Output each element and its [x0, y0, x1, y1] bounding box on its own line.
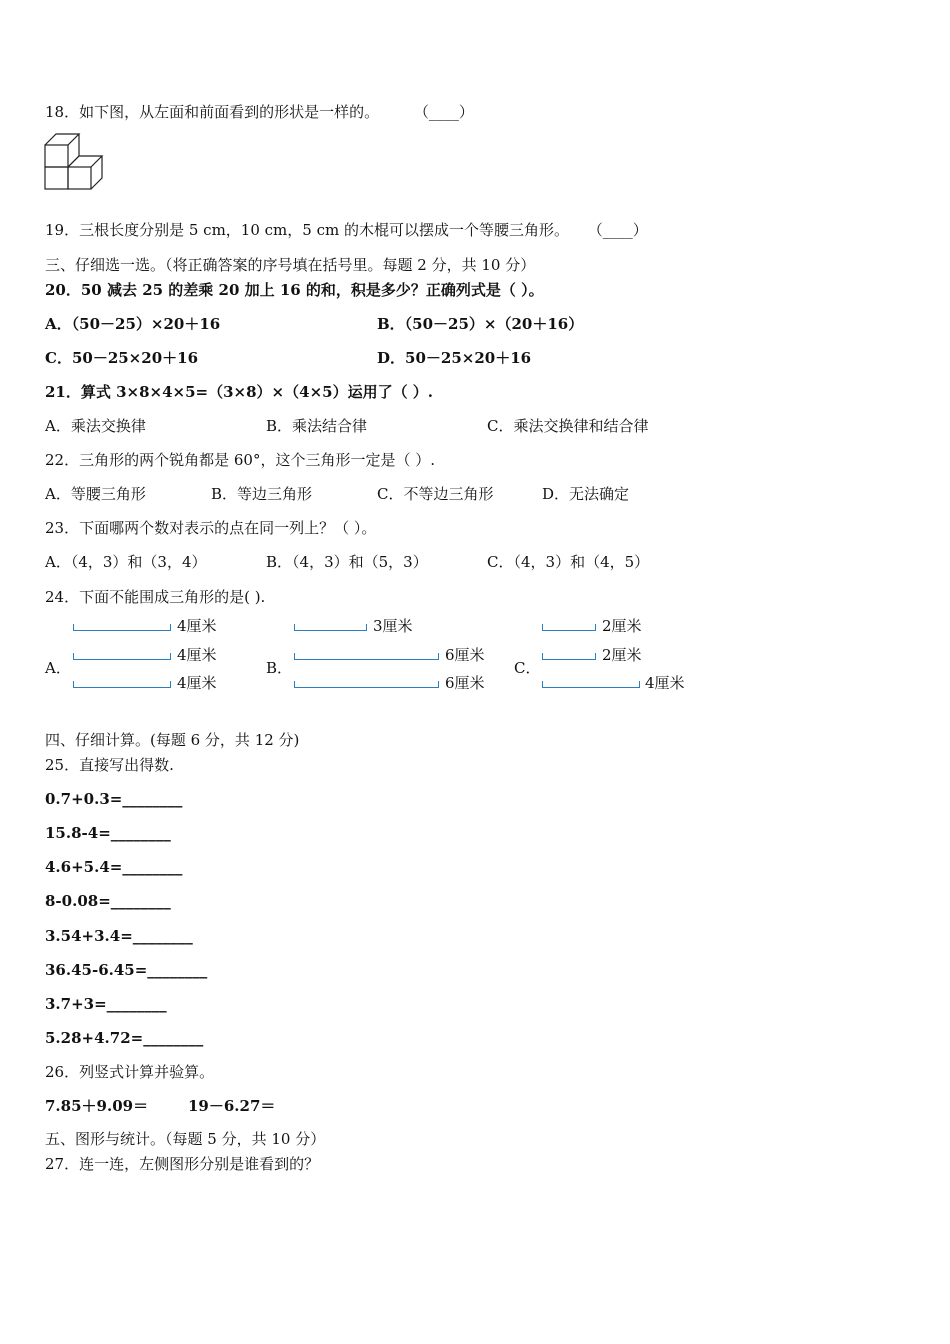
option-d[interactable]: D．50－25×20＋16 — [377, 349, 532, 367]
stick-segment — [73, 624, 171, 631]
question-18: 18．如下图，从左面和前面看到的形状是一样的。 （____） — [45, 103, 474, 121]
stick-length: 6厘米 — [445, 674, 485, 692]
calc-item[interactable]: 5.28+4.72=________ — [45, 1029, 204, 1047]
stick-segment — [73, 681, 171, 688]
stick-segment — [542, 624, 596, 631]
cube-figure — [44, 132, 106, 192]
stick-length: 4厘米 — [177, 646, 217, 664]
stick-length: 3厘米 — [373, 617, 413, 635]
stick-length: 4厘米 — [645, 674, 685, 692]
calc-item[interactable]: 7.85＋9.09＝ — [45, 1097, 149, 1115]
option-a[interactable]: A．乘法交换律 — [45, 417, 146, 435]
calc-item[interactable]: 8-0.08=________ — [45, 892, 171, 910]
calc-item[interactable]: 4.6+5.4=________ — [45, 858, 183, 876]
section-3-heading: 三、仔细选一选。（将正确答案的序号填在括号里。每题 2 分，共 10 分） — [45, 256, 536, 274]
option-b[interactable]: B． — [266, 659, 293, 677]
question-20: 20．50 减去 25 的差乘 20 加上 16 的和，积是多少？正确列式是（ ）。 — [45, 281, 544, 299]
question-23: 23．下面哪两个数对表示的点在同一列上？（ ）。 — [45, 519, 377, 537]
stick-length: 6厘米 — [445, 646, 485, 664]
option-a[interactable]: A． — [45, 659, 71, 677]
calc-item[interactable]: 19－6.27＝ — [188, 1097, 276, 1115]
question-22: 22．三角形的两个锐角都是 60°，这个三角形一定是（ ）. — [45, 451, 435, 469]
stick-segment — [294, 653, 439, 660]
stick-length: 2厘米 — [602, 646, 642, 664]
section-4-heading: 四、仔细计算。(每题 6 分，共 12 分) — [45, 731, 300, 749]
stick-length: 4厘米 — [177, 617, 217, 635]
option-b[interactable]: B．等边三角形 — [211, 485, 313, 503]
option-c[interactable]: C．（4，3）和（4，5） — [487, 553, 650, 571]
option-c[interactable]: C．不等边三角形 — [377, 485, 494, 503]
answer-blank[interactable]: （____） — [413, 103, 474, 121]
option-d[interactable]: D．无法确定 — [542, 485, 630, 503]
stick-segment — [73, 653, 171, 660]
option-a[interactable]: A．（50－25）×20＋16 — [45, 315, 221, 333]
question-27: 27．连一连，左侧图形分别是谁看到的？ — [45, 1155, 320, 1173]
calc-item[interactable]: 3.54+3.4=________ — [45, 927, 193, 945]
calc-item[interactable]: 3.7+3=________ — [45, 995, 167, 1013]
option-b[interactable]: B．（4，3）和（5，3） — [266, 553, 428, 571]
calc-item[interactable]: 15.8-4=________ — [45, 824, 171, 842]
option-b[interactable]: B．乘法结合律 — [266, 417, 368, 435]
question-21: 21．算式 3×8×4×5=（3×8）×（4×5）运用了（ ）. — [45, 383, 434, 401]
stick-length: 2厘米 — [602, 617, 642, 635]
question-19: 19．三根长度分别是 5 cm，10 cm，5 cm 的木棍可以摆成一个等腰三角形。 （____） — [45, 221, 648, 239]
stick-segment — [542, 653, 596, 660]
stick-segment — [294, 681, 439, 688]
option-b[interactable]: B．（50－25）×（20＋16） — [377, 315, 584, 333]
section-5-heading: 五、图形与统计。（每题 5 分，共 10 分） — [45, 1130, 326, 1148]
answer-blank[interactable]: （____） — [587, 221, 648, 239]
stick-segment — [294, 624, 367, 631]
option-a[interactable]: A．等腰三角形 — [45, 485, 146, 503]
option-c[interactable]: C． — [514, 659, 541, 677]
option-c[interactable]: C．乘法交换律和结合律 — [487, 417, 649, 435]
calc-item[interactable]: 0.7+0.3=________ — [45, 790, 183, 808]
question-24: 24．下面不能围成三角形的是( ). — [45, 588, 266, 606]
option-c[interactable]: C．50－25×20＋16 — [45, 349, 199, 367]
question-25: 25．直接写出得数. — [45, 756, 174, 774]
stick-length: 4厘米 — [177, 674, 217, 692]
stick-segment — [542, 681, 640, 688]
calc-item[interactable]: 36.45-6.45=________ — [45, 961, 208, 979]
option-a[interactable]: A．（4，3）和（3，4） — [45, 553, 207, 571]
question-26: 26．列竖式计算并验算。 — [45, 1063, 215, 1081]
